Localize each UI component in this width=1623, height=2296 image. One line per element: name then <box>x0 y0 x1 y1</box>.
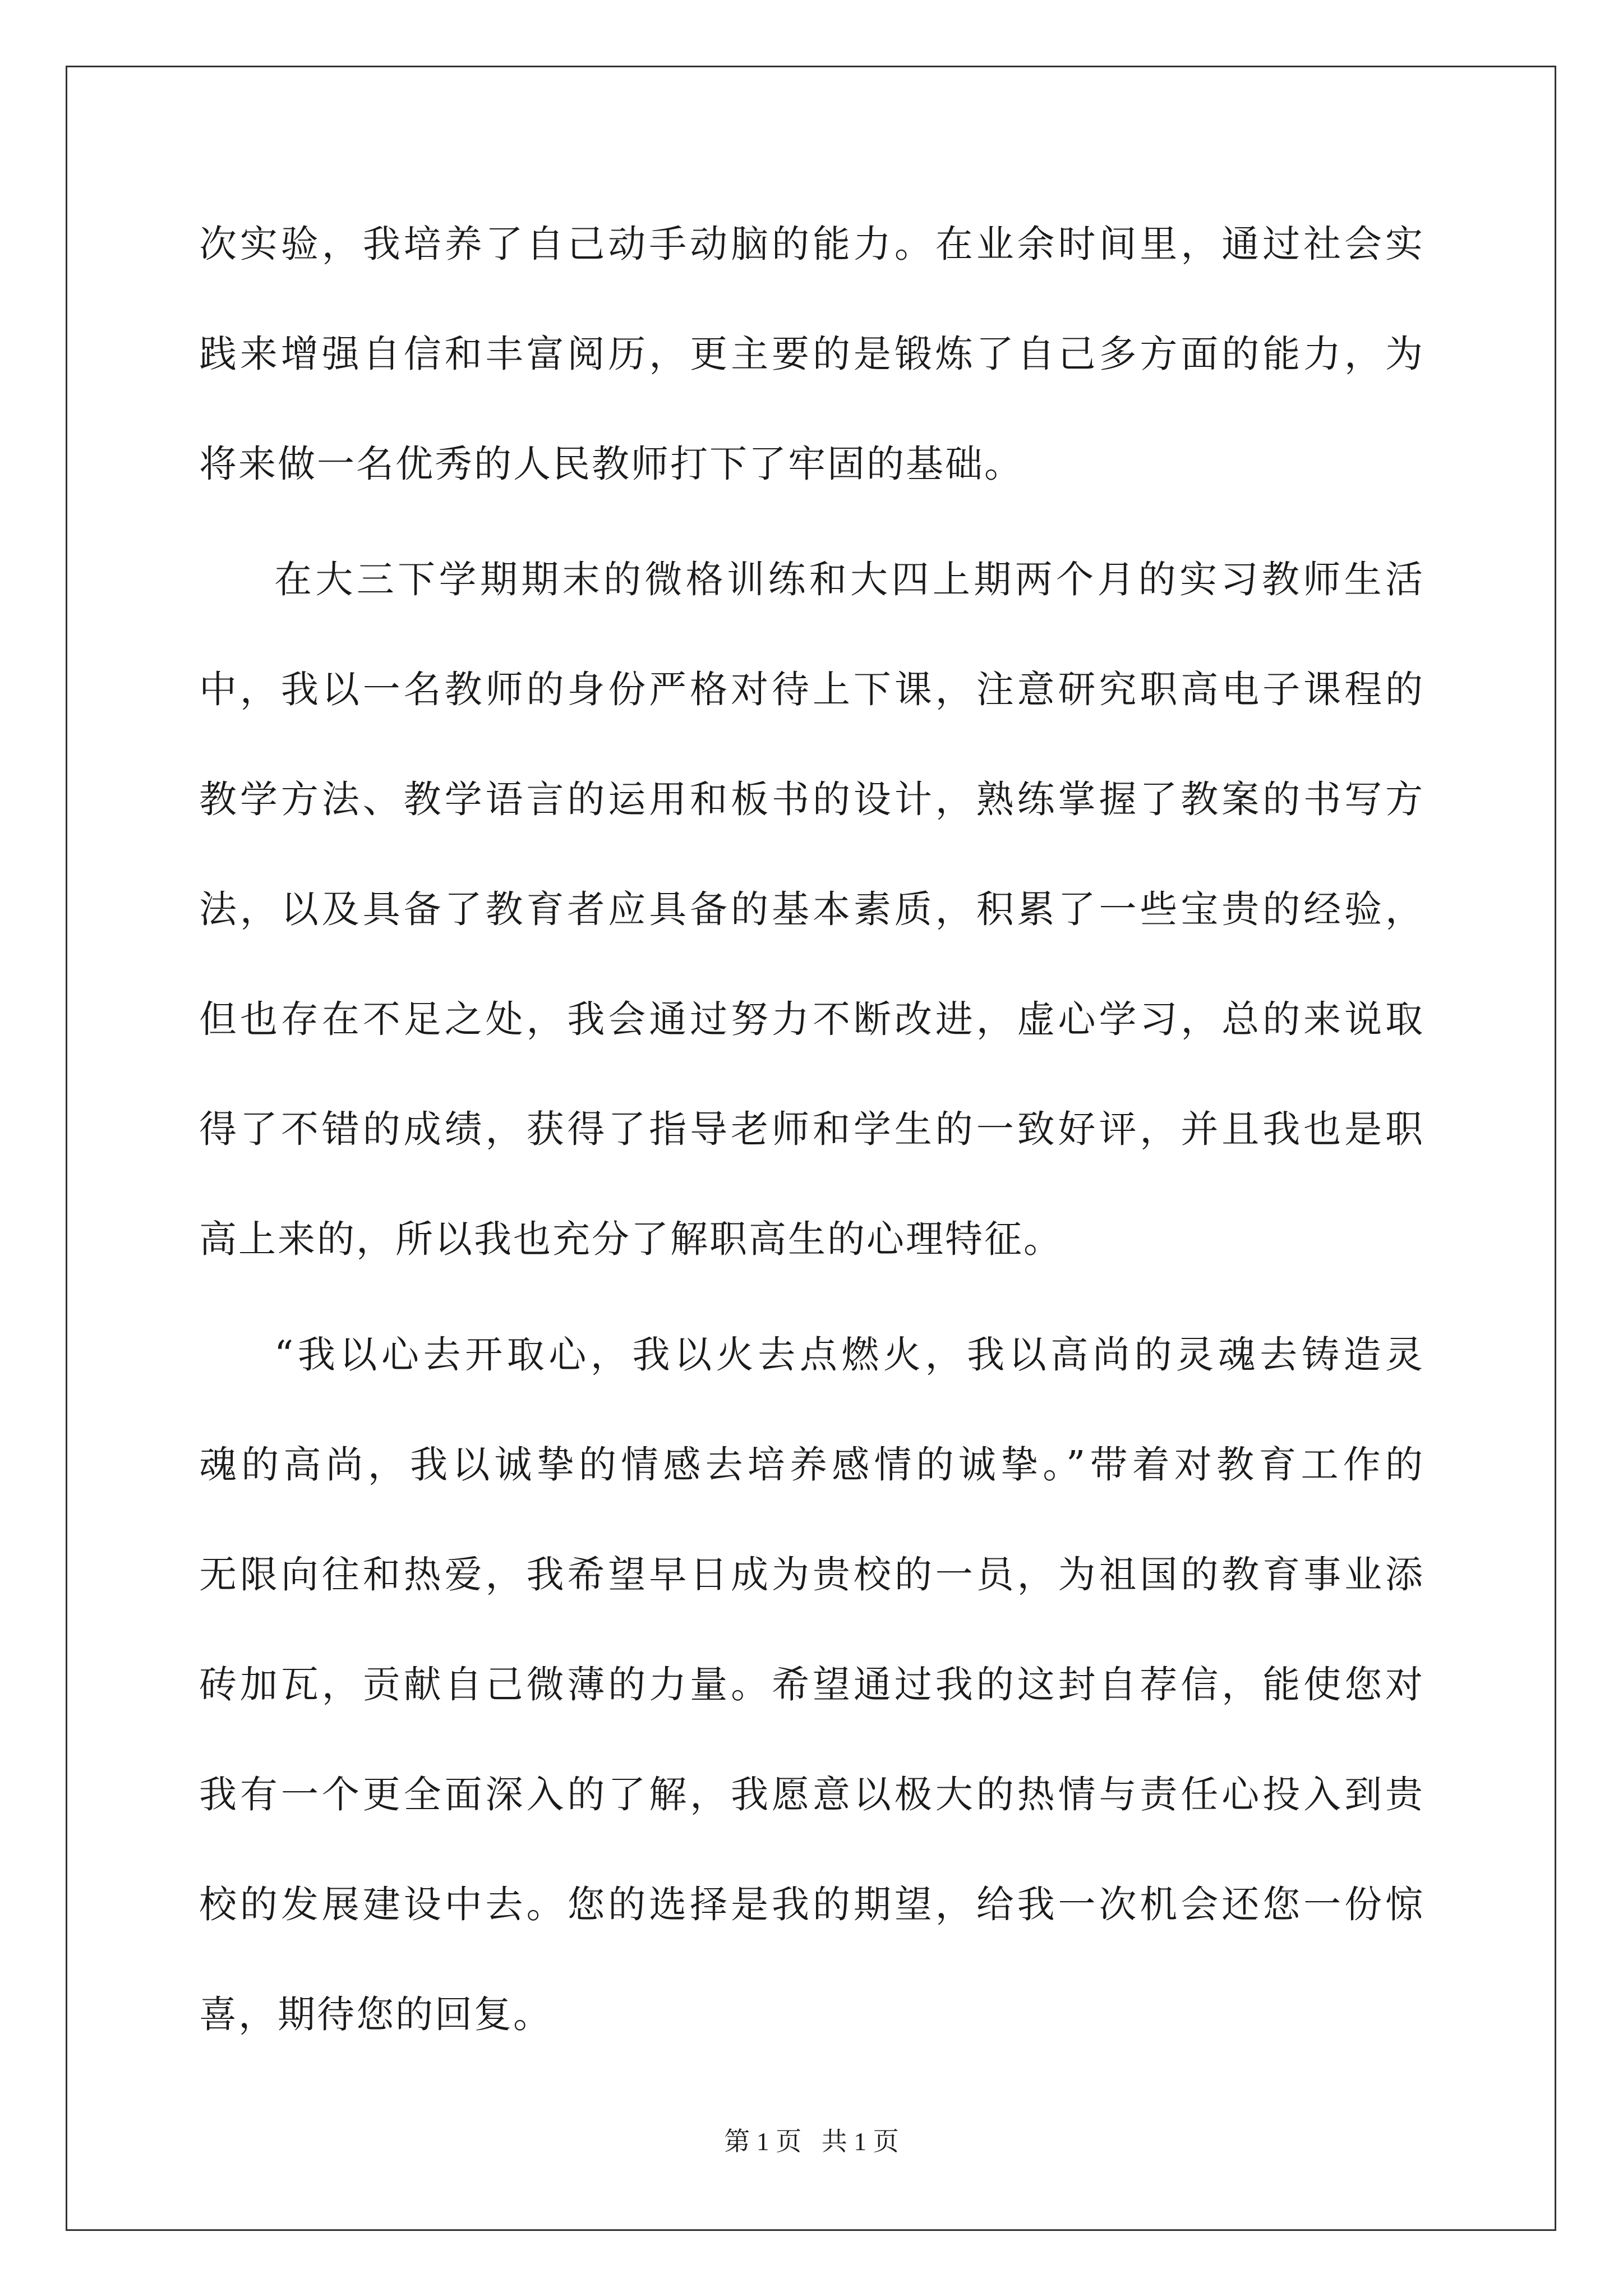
paragraph-2 <box>199 546 1424 1315</box>
text-line: 践来增强自信和丰富阅历，更主要的是锻炼了自己多方面的能力，为 <box>199 332 1424 376</box>
text-line: 砖加瓦，贡献自己微薄的力量。希望通过我的这封自荐信，能使您对 <box>199 1663 1424 1706</box>
text-line: 魂的高尚，我以诚挚的情感去培养感情的诚挚。”带着对教育工作的 <box>199 1443 1424 1487</box>
document-body <box>199 210 1424 2091</box>
paragraph-3 <box>199 1321 1424 2091</box>
page-number: 第 1 页 <box>724 2127 802 2156</box>
text-line: 教学方法、教学语言的运用和板书的设计，熟练掌握了教案的书写方 <box>199 777 1424 821</box>
page-total: 共 1 页 <box>821 2127 899 2156</box>
text-line: “我以心去开取心，我以火去点燃火，我以高尚的灵魂去铸造灵 <box>274 1333 1424 1377</box>
text-line: 我有一个更全面深入的了解，我愿意以极大的热情与责任心投入到贵 <box>199 1773 1424 1816</box>
text-line: 无限向往和热爱，我希望早日成为贵校的一员，为祖国的教育事业添 <box>199 1553 1424 1596</box>
page-footer <box>0 2125 1623 2159</box>
text-line: 将来做一名优秀的人民教师打下了牢固的基础。 <box>199 442 1023 486</box>
text-line: 法，以及具备了教育者应具备的基本素质，积累了一些宝贵的经验， <box>199 887 1424 931</box>
paragraph-1 <box>199 210 1424 540</box>
text-line: 得了不错的成绩，获得了指导老师和学生的一致好评，并且我也是职 <box>199 1107 1424 1151</box>
text-line: 高上来的，所以我也充分了解职高生的心理特征。 <box>199 1217 1063 1261</box>
text-line: 喜，期待您的回复。 <box>199 1993 552 2036</box>
text-line: 但也存在不足之处，我会通过努力不断改进，虚心学习，总的来说取 <box>199 997 1424 1041</box>
text-line: 在大三下学期期末的微格训练和大四上期两个月的实习教师生活 <box>274 558 1424 601</box>
text-line: 次实验，我培养了自己动手动脑的能力。在业余时间里，通过社会实 <box>199 222 1424 266</box>
text-line: 中，我以一名教师的身份严格对待上下课，注意研究职高电子课程的 <box>199 668 1424 711</box>
text-line: 校的发展建设中去。您的选择是我的期望，给我一次机会还您一份惊 <box>199 1883 1424 1926</box>
